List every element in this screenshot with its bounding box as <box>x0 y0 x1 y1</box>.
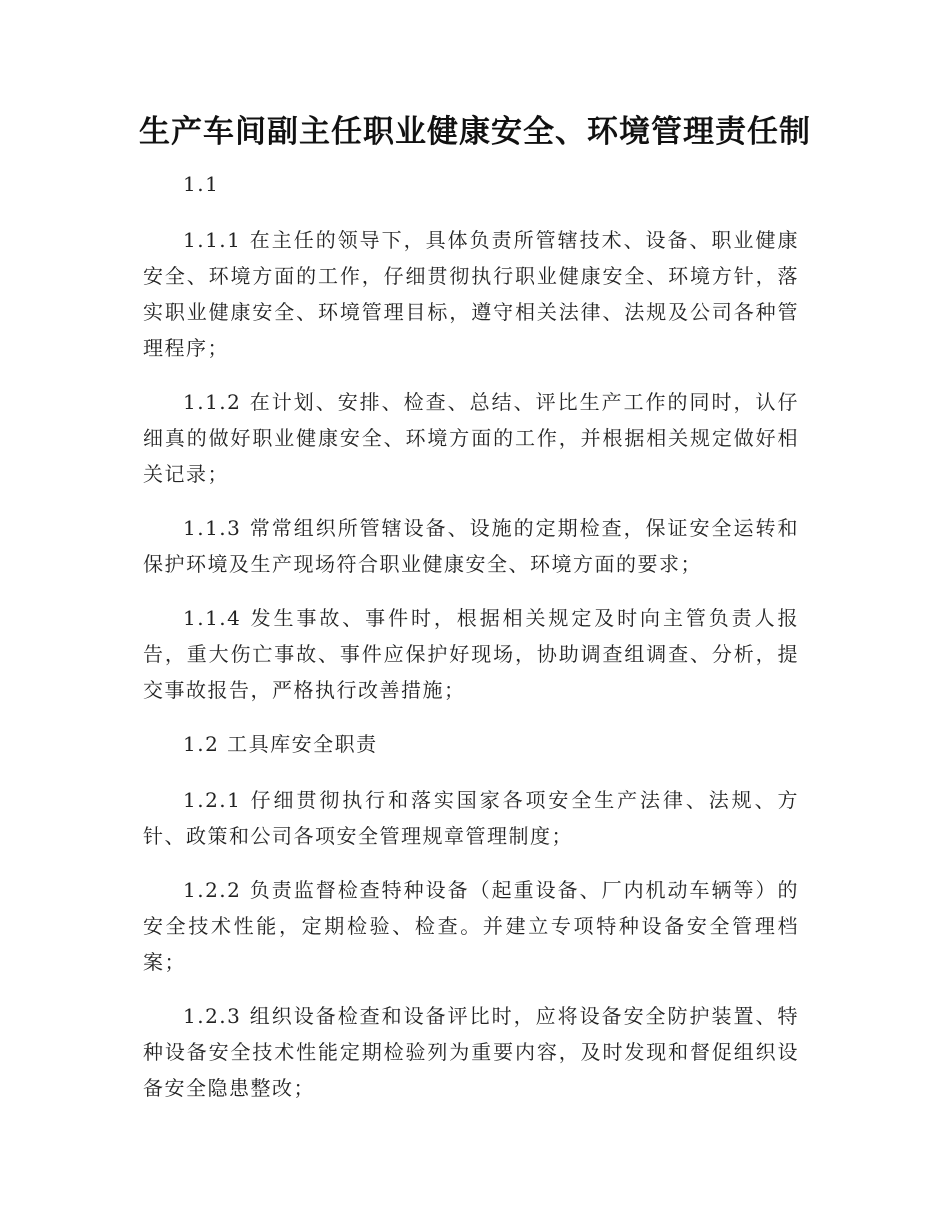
paragraph-1-1-3: 1.1.3 常常组织所管辖设备、设施的定期检查，保证安全运转和保护环境及生产现场符合职业健康安全、环境方面的要求； <box>143 516 799 576</box>
paragraph-1-2-1: 1.2.1 仔细贯彻执行和落实国家各项安全生产法律、法规、方针、政策和公司各项安全管理规章管理制度； <box>143 788 799 848</box>
paragraph-1-1-4: 1.1.4 发生事故、事件时，根据相关规定及时向主管负责人报告，重大伤亡事故、事件应保护好现场，协助调查组调查、分析，提交事故报告，严格执行改善措施； <box>143 606 799 702</box>
paragraph-1-2-2: 1.2.2 负责监督检查特种设备（起重设备、厂内机动车辆等）的安全技术性能，定期检验、检查。并建立专项特种设备安全管理档案； <box>143 878 799 974</box>
paragraph-1-1-2: 1.1.2 在计划、安排、检查、总结、评比生产工作的同时，认仔细真的做好职业健康安全、环境方面的工作，并根据相关规定做好相关记录； <box>143 390 799 486</box>
document-body <box>143 166 799 1124</box>
document-title: 生产车间副主任职业健康安全、环境管理责任制 <box>139 114 811 150</box>
paragraph-1-2-3: 1.2.3 组织设备检查和设备评比时，应将设备安全防护装置、特种设备安全技术性能定期检验列为重要内容，及时发现和督促组织设备安全隐患整改； <box>143 1004 799 1100</box>
section-heading-1-2: 1.2 工具库安全职责 <box>183 732 378 756</box>
section-heading-1-1: 1.1 <box>183 172 220 196</box>
paragraph-1-1-1: 1.1.1 在主任的领导下，具体负责所管辖技术、设备、职业健康安全、环境方面的工作，仔细贯彻执行职业健康安全、环境方针，落实职业健康安全、环境管理目标，遵守相关法律、法规及公司各种管理程序； <box>143 228 799 360</box>
